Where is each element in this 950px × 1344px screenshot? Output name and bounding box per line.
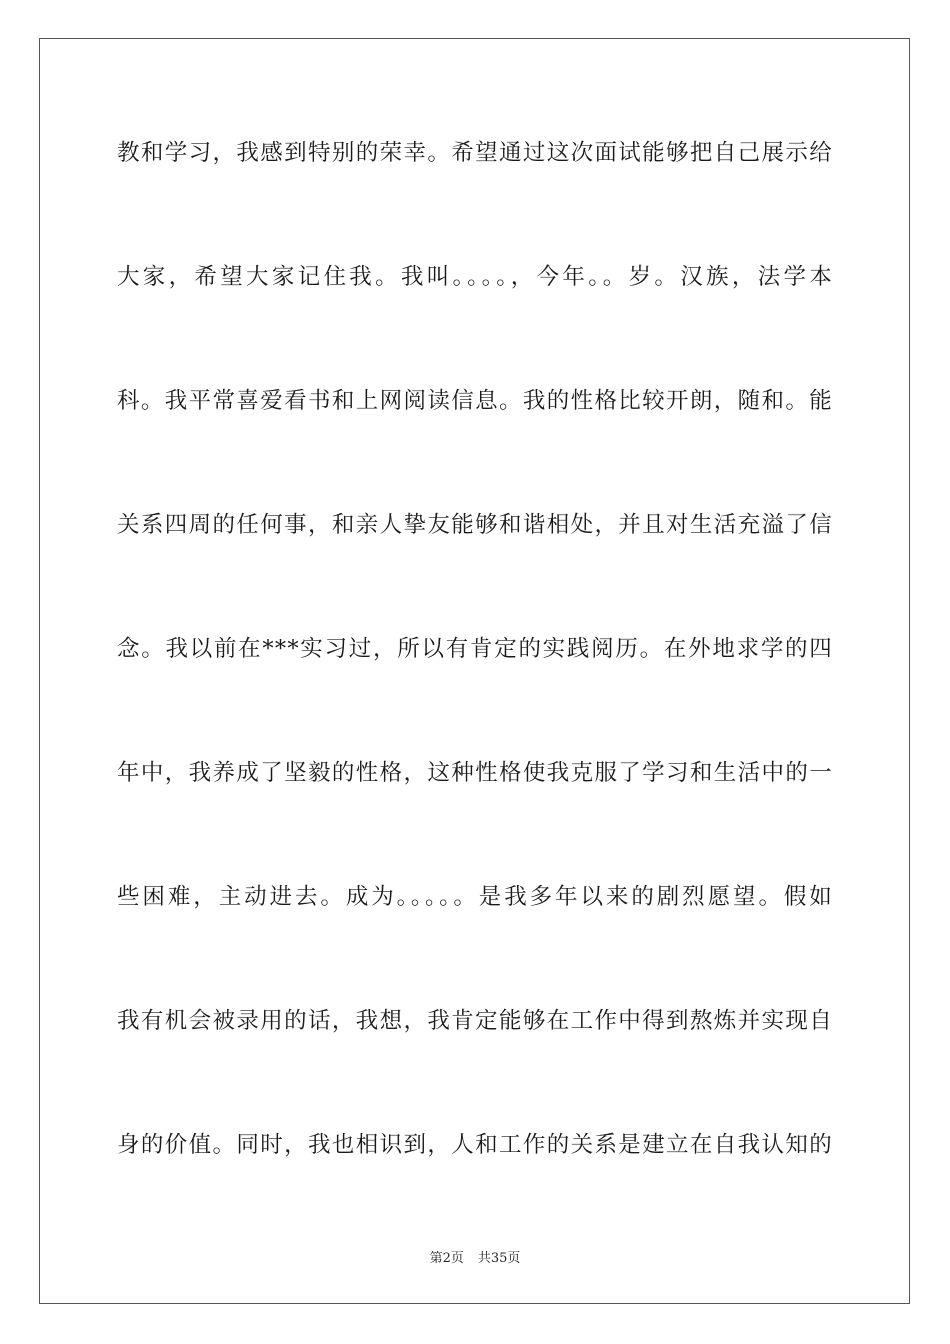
document-body [117,0,833,1344]
text-line: 大家，希望大家记住我。我叫。。。。，今年。。岁。汉族，法学本 [117,264,833,290]
page-number: 第2页 [429,1251,464,1266]
text-line: 些困难，主动进去。成为。。。。。是我多年以来的剧烈愿望。假如 [117,884,833,910]
text-line: 身的价值。同时，我也相识到，人和工作的关系是建立在自我认知的 [117,1132,833,1158]
text-line: 我有机会被录用的话，我想，我肯定能够在工作中得到熬炼并实现自 [117,1008,833,1034]
text-line: 念。我以前在***实习过，所以有肯定的实践阅历。在外地求学的四 [117,636,833,662]
text-line: 关系四周的任何事，和亲人挚友能够和谐相处，并且对生活充溢了信 [117,512,833,538]
page-total: 共35页 [477,1251,521,1266]
text-line: 教和学习，我感到特别的荣幸。希望通过这次面试能够把自己展示给 [117,140,833,166]
text-line: 年中，我养成了坚毅的性格，这种性格使我克服了学习和生活中的一 [117,760,833,786]
page-footer [0,1247,950,1266]
text-line: 科。我平常喜爱看书和上网阅读信息。我的性格比较开朗，随和。能 [117,388,833,414]
